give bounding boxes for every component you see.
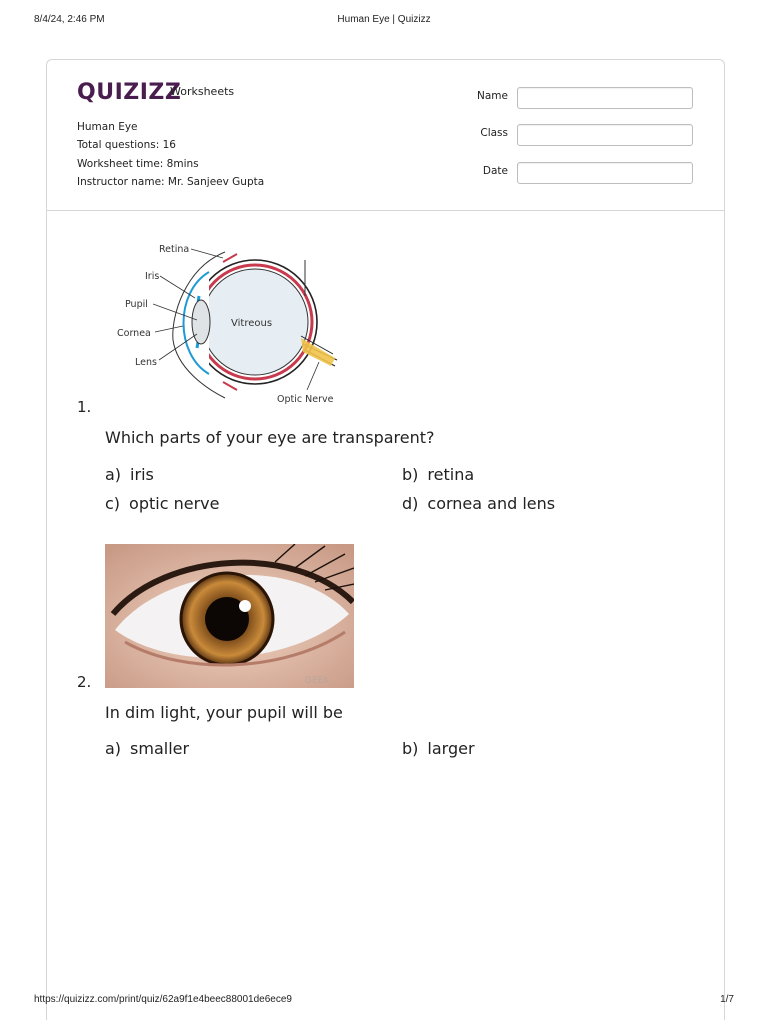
- option-text: retina: [427, 465, 475, 484]
- question-2-number: 2.: [77, 673, 92, 691]
- option-text: optic nerve: [129, 494, 220, 513]
- worksheet-meta: [77, 118, 264, 191]
- quizizz-logo: QUIZIZZ: [77, 80, 182, 105]
- option-letter: a): [105, 465, 122, 484]
- logo-subtitle: Worksheets: [170, 85, 235, 98]
- date-label: Date: [482, 165, 508, 177]
- worksheet-header: [47, 60, 724, 211]
- name-field[interactable]: [517, 87, 693, 109]
- label-vitreous: Vitreous: [231, 318, 273, 329]
- question-1-option-c[interactable]: [105, 494, 219, 513]
- option-text: larger: [427, 739, 475, 758]
- question-2-text: In dim light, your pupil will be: [105, 703, 343, 722]
- label-pupil: Pupil: [125, 299, 148, 310]
- option-letter: d): [402, 494, 419, 513]
- option-letter: a): [105, 739, 122, 758]
- question-2-option-b[interactable]: [402, 739, 475, 758]
- question-1-text: Which parts of your eye are transparent?: [105, 428, 435, 447]
- eye-diagram-image: [113, 236, 343, 408]
- print-url: https://quizizz.com/print/quiz/62a9f1e4beec88001de6ece9: [34, 994, 292, 1005]
- option-letter: c): [105, 494, 121, 513]
- class-label: Class: [480, 127, 508, 139]
- option-letter: b): [402, 739, 419, 758]
- option-text: smaller: [130, 739, 190, 758]
- total-questions: Total questions: 16: [77, 139, 176, 152]
- date-field[interactable]: [517, 162, 693, 184]
- photo-watermark: GEEK: [305, 676, 330, 686]
- print-page-title: Human Eye | Quizizz: [337, 14, 431, 25]
- worksheet-time: Worksheet time: 8mins: [77, 157, 199, 170]
- option-letter: b): [402, 465, 419, 484]
- worksheet-title: Human Eye: [77, 121, 138, 133]
- question-1-option-a[interactable]: [105, 465, 154, 484]
- question-1-option-b[interactable]: [402, 465, 474, 484]
- question-1-number: 1.: [77, 398, 92, 416]
- question-1-option-d[interactable]: [402, 494, 555, 513]
- option-text: iris: [130, 465, 154, 484]
- instructor-name: Instructor name: Mr. Sanjeev Gupta: [77, 175, 265, 188]
- label-cornea: Cornea: [117, 328, 151, 339]
- print-datetime: 8/4/24, 2:46 PM: [34, 14, 105, 25]
- class-field[interactable]: [517, 124, 693, 146]
- label-retina: Retina: [159, 244, 190, 255]
- eye-photo-image: [105, 544, 354, 688]
- label-lens: Lens: [135, 357, 157, 368]
- print-header: [0, 14, 768, 34]
- label-iris: Iris: [145, 271, 160, 282]
- print-footer: [0, 994, 768, 1014]
- name-label: Name: [477, 90, 508, 102]
- worksheet: [46, 59, 725, 1020]
- question-2-option-a[interactable]: [105, 739, 189, 758]
- label-optic-nerve: Optic Nerve: [277, 394, 334, 405]
- print-page-count: 1/7: [720, 994, 734, 1005]
- option-text: cornea and lens: [427, 494, 556, 513]
